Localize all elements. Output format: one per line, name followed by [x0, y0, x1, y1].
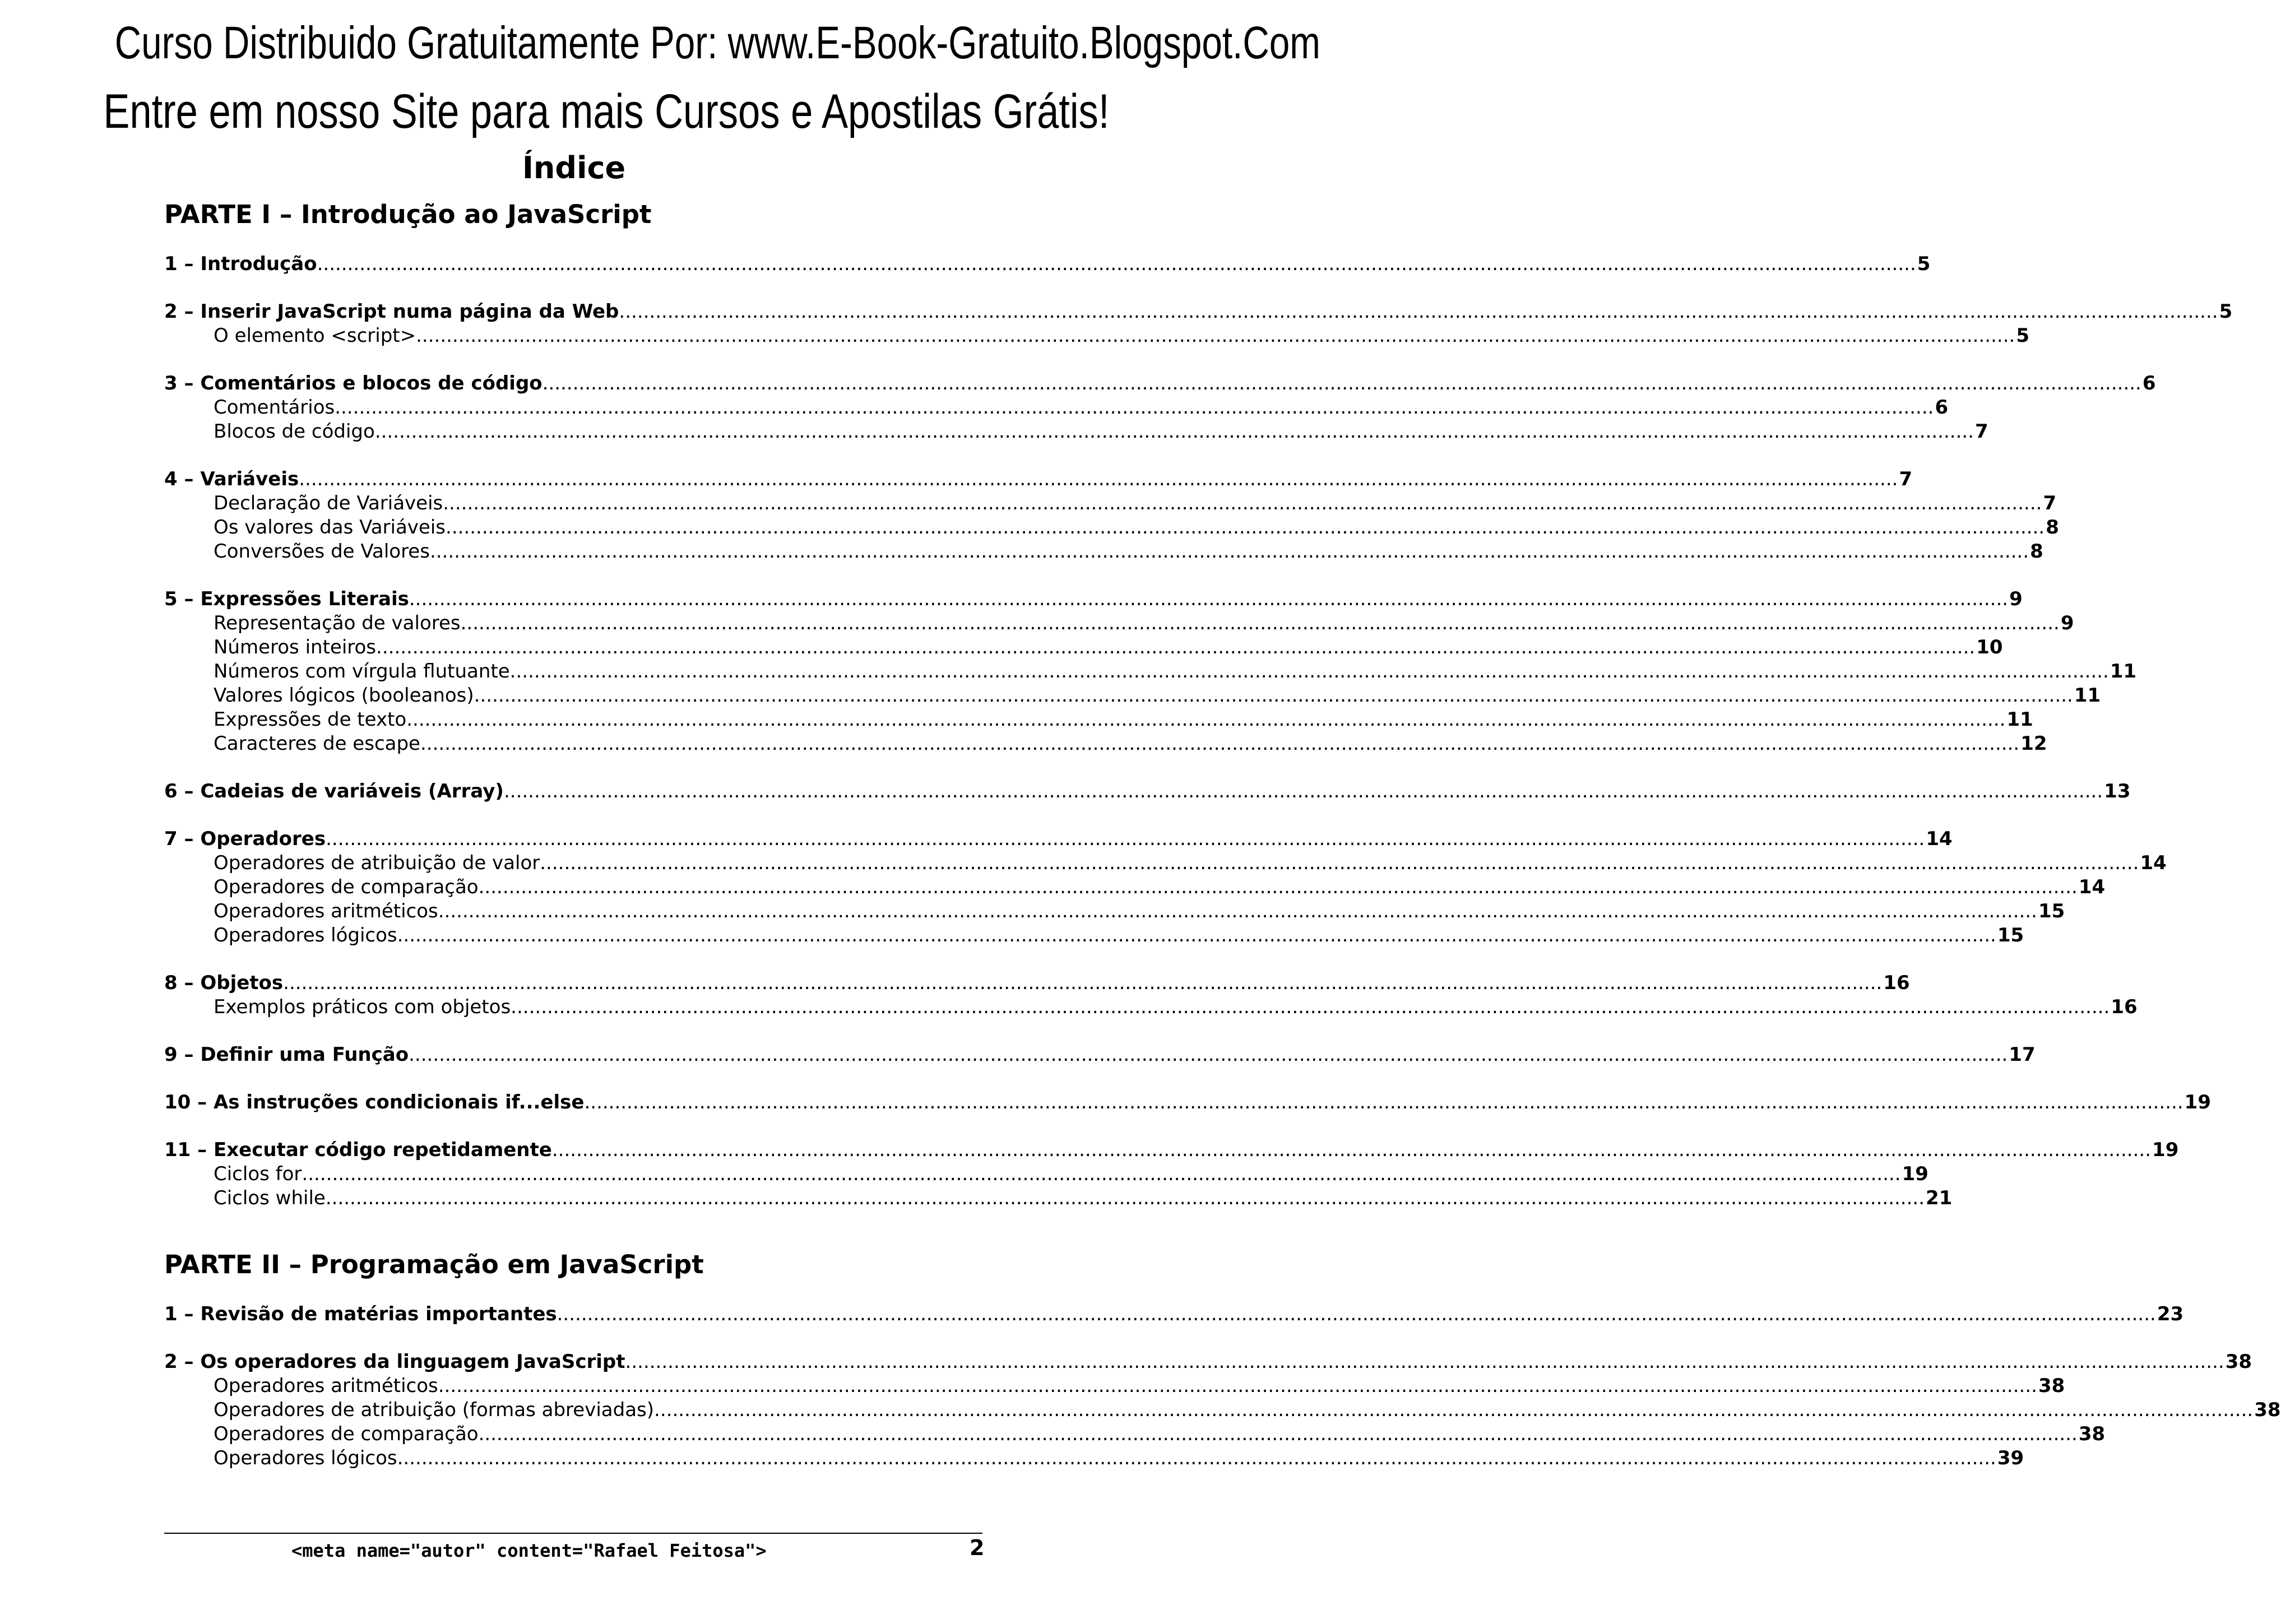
toc-dot-leader	[376, 635, 1975, 659]
toc-entry-label: 5 – Expressões Literais	[164, 588, 409, 610]
footer-page-number: 2	[970, 1535, 985, 1560]
toc-dot-leader	[510, 660, 2109, 683]
toc-entry-label: 4 – Variáveis	[164, 468, 299, 490]
toc-section-entry	[214, 684, 2101, 707]
toc-chapter-entry	[164, 1350, 2252, 1374]
toc-section-entry	[214, 516, 2059, 539]
toc-section-entry	[214, 1398, 2281, 1422]
toc-dot-leader	[397, 924, 1996, 947]
toc-dot-leader	[446, 516, 2044, 539]
toc-entry-label: Caracteres de escape	[214, 732, 420, 755]
footer-meta-author: <meta name="autor" content="Rafael Feitosa">	[291, 1540, 767, 1561]
toc-entry-label: Valores lógicos (booleanos)	[214, 684, 474, 707]
toc-section-entry	[214, 732, 2047, 755]
toc-dot-leader	[654, 1398, 2253, 1422]
toc-dot-leader	[317, 252, 1916, 276]
toc-dot-leader	[619, 300, 2218, 323]
toc-chapter-entry	[164, 827, 1953, 851]
toc-dot-leader	[461, 611, 2060, 635]
toc-entry-label: Operadores lógicos	[214, 924, 397, 946]
toc-entry-page: 17	[2009, 1043, 2036, 1066]
toc-chapter-entry	[164, 971, 1910, 995]
toc-section-entry	[214, 1422, 2106, 1446]
toc-entry-label: Operadores de atribuição (formas abreviadas)	[214, 1399, 655, 1421]
toc-chapter-entry	[164, 1043, 2036, 1066]
toc-dot-leader	[625, 1350, 2224, 1374]
toc-entry-page: 38	[2225, 1351, 2252, 1373]
toc-entry-label: Operadores lógicos	[214, 1447, 397, 1469]
toc-dot-leader	[326, 827, 1925, 851]
toc-entry-page: 8	[2030, 540, 2043, 563]
toc-chapter-entry	[164, 372, 2156, 395]
toc-dot-leader	[584, 1091, 2183, 1114]
toc-entry-label: Exemplos práticos com objetos	[214, 996, 511, 1018]
toc-entry-label: 2 – Inserir JavaScript numa página da Web	[164, 300, 619, 323]
toc-entry-page: 16	[1883, 972, 1910, 994]
toc-entry-page: 15	[2038, 900, 2065, 922]
toc-section-entry	[214, 540, 2043, 563]
toc-dot-leader	[479, 875, 2078, 899]
toc-entry-page: 7	[1899, 468, 1913, 490]
toc-entry-label: Números inteiros	[214, 636, 377, 658]
toc-entry-page: 14	[2140, 852, 2167, 874]
toc-section-entry	[214, 995, 2138, 1019]
toc-dot-leader	[443, 491, 2042, 515]
toc-section-entry	[214, 875, 2106, 899]
toc-dot-leader	[397, 1446, 1996, 1470]
toc-chapter-entry	[164, 467, 1913, 491]
footer-divider	[164, 1533, 982, 1534]
toc-entry-label: 2 – Os operadores da linguagem JavaScript	[164, 1351, 625, 1373]
toc-entry-page: 14	[1926, 828, 1953, 850]
toc-entry-page: 38	[2038, 1375, 2065, 1397]
toc-entry-page: 11	[2006, 708, 2033, 731]
toc-section-entry	[214, 611, 2074, 635]
toc-entry-page: 19	[2184, 1091, 2211, 1113]
toc-entry-page: 21	[1926, 1187, 1953, 1209]
toc-entry-page: 5	[2016, 324, 2029, 347]
toc-section-entry	[214, 1162, 1928, 1186]
toc-dot-leader	[283, 971, 1882, 995]
toc-entry-page: 14	[2078, 876, 2106, 898]
toc-dot-leader	[438, 1374, 2037, 1398]
toc-entry-label: Os valores das Variáveis	[214, 516, 446, 539]
toc-entry-label: 1 – Revisão de matérias importantes	[164, 1303, 557, 1325]
toc-entry-label: Operadores aritméticos	[214, 1375, 438, 1397]
toc-dot-leader	[430, 540, 2029, 563]
toc-entry-label: Ciclos for	[214, 1163, 302, 1185]
toc-chapter-entry	[164, 587, 2023, 611]
toc-dot-leader	[409, 1043, 2008, 1066]
toc-chapter-entry	[164, 300, 2233, 323]
toc-dot-leader	[406, 708, 2005, 731]
toc-entry-page: 19	[2152, 1139, 2179, 1161]
index-title: Índice	[522, 150, 626, 185]
toc-entry-page: 38	[2078, 1423, 2106, 1445]
toc-dot-leader	[552, 1138, 2151, 1162]
toc-dot-leader	[540, 851, 2139, 875]
toc-section-entry	[214, 924, 2024, 947]
toc-section-entry	[214, 324, 2029, 347]
toc-entry-page: 13	[2104, 780, 2131, 802]
toc-entry-page: 11	[2110, 660, 2137, 683]
toc-section-entry	[214, 1446, 2024, 1470]
part2-title: PARTE II – Programação em JavaScript	[164, 1250, 704, 1279]
toc-entry-page: 9	[2060, 612, 2074, 634]
toc-entry-label: 9 – Definir uma Função	[164, 1043, 409, 1066]
toc-entry-label: 7 – Operadores	[164, 828, 326, 850]
toc-section-entry	[214, 396, 1949, 419]
toc-entry-page: 6	[2142, 372, 2156, 395]
toc-dot-leader	[416, 324, 2015, 347]
toc-dot-leader	[420, 732, 2019, 755]
toc-dot-leader	[375, 420, 1974, 443]
toc-chapter-entry	[164, 1302, 2184, 1326]
toc-dot-leader	[474, 684, 2073, 707]
toc-dot-leader	[438, 899, 2037, 923]
toc-chapter-entry	[164, 252, 1931, 276]
toc-entry-label: Operadores de comparação	[214, 876, 479, 898]
toc-entry-page: 11	[2074, 684, 2101, 707]
toc-entry-label: Conversões de Valores	[214, 540, 430, 563]
toc-dot-leader	[479, 1422, 2078, 1446]
toc-entry-page: 38	[2254, 1399, 2281, 1421]
toc-entry-label: Operadores de atribuição de valor	[214, 852, 540, 874]
toc-entry-page: 10	[1976, 636, 2003, 658]
banner-distribution-notice: Curso Distribuido Gratuitamente Por: www.E-Book-Gratuito.Blogspot.Com	[114, 17, 1320, 68]
toc-entry-page: 16	[2111, 996, 2138, 1018]
toc-entry-page: 7	[2043, 492, 2057, 514]
toc-entry-page: 6	[1935, 396, 1949, 419]
toc-dot-leader	[335, 396, 1934, 419]
toc-entry-page: 23	[2157, 1303, 2184, 1325]
toc-section-entry	[214, 851, 2167, 875]
toc-entry-label: Blocos de código	[214, 420, 375, 443]
toc-entry-page: 19	[1902, 1163, 1928, 1185]
toc-entry-page: 5	[2219, 300, 2233, 323]
toc-dot-leader	[326, 1186, 1925, 1210]
toc-section-entry	[214, 1374, 2065, 1398]
toc-chapter-entry	[164, 779, 2131, 803]
toc-entry-page: 8	[2046, 516, 2059, 539]
banner-site-promo: Entre em nosso Site para mais Cursos e Apostilas Grátis!	[103, 85, 1110, 138]
toc-dot-leader	[409, 587, 2008, 611]
toc-entry-label: 1 – Introdução	[164, 253, 317, 275]
toc-dot-leader	[557, 1302, 2156, 1326]
toc-entry-page: 5	[1917, 253, 1931, 275]
toc-section-entry	[214, 1186, 1953, 1210]
toc-entry-label: 8 – Objetos	[164, 972, 284, 994]
toc-dot-leader	[511, 995, 2110, 1019]
part1-title: PARTE I – Introdução ao JavaScript	[164, 199, 652, 229]
toc-entry-label: Ciclos while	[214, 1187, 326, 1209]
toc-entry-label: Representação de valores	[214, 612, 461, 634]
toc-dot-leader	[543, 372, 2141, 395]
toc-entry-label: Operadores aritméticos	[214, 900, 438, 922]
toc-chapter-entry	[164, 1138, 2179, 1162]
toc-entry-label: Operadores de comparação	[214, 1423, 479, 1445]
toc-section-entry	[214, 708, 2033, 731]
toc-entry-label: 11 – Executar código repetidamente	[164, 1139, 552, 1161]
toc-section-entry	[214, 899, 2065, 923]
toc-entry-page: 12	[2020, 732, 2047, 755]
toc-entry-label: 6 – Cadeias de variáveis (Array)	[164, 780, 504, 802]
toc-entry-page: 9	[2009, 588, 2023, 610]
toc-section-entry	[214, 491, 2057, 515]
toc-entry-label: O elemento <script>	[214, 324, 416, 347]
toc-entry-page: 39	[1997, 1447, 2024, 1469]
toc-section-entry	[214, 420, 1988, 443]
toc-entry-label: Declaração de Variáveis	[214, 492, 443, 514]
toc-entry-label: Comentários	[214, 396, 335, 419]
toc-section-entry	[214, 660, 2137, 683]
toc-section-entry	[214, 635, 2003, 659]
toc-entry-label: Expressões de texto	[214, 708, 407, 731]
toc-entry-page: 15	[1997, 924, 2024, 946]
toc-entry-label: 3 – Comentários e blocos de código	[164, 372, 543, 395]
toc-dot-leader	[504, 779, 2103, 803]
toc-dot-leader	[299, 467, 1898, 491]
toc-entry-label: 10 – As instruções condicionais if...else	[164, 1091, 585, 1113]
toc-entry-page: 7	[1975, 420, 1988, 443]
toc-entry-label: Números com vírgula flutuante	[214, 660, 510, 683]
toc-chapter-entry	[164, 1091, 2211, 1114]
toc-dot-leader	[302, 1162, 1900, 1186]
